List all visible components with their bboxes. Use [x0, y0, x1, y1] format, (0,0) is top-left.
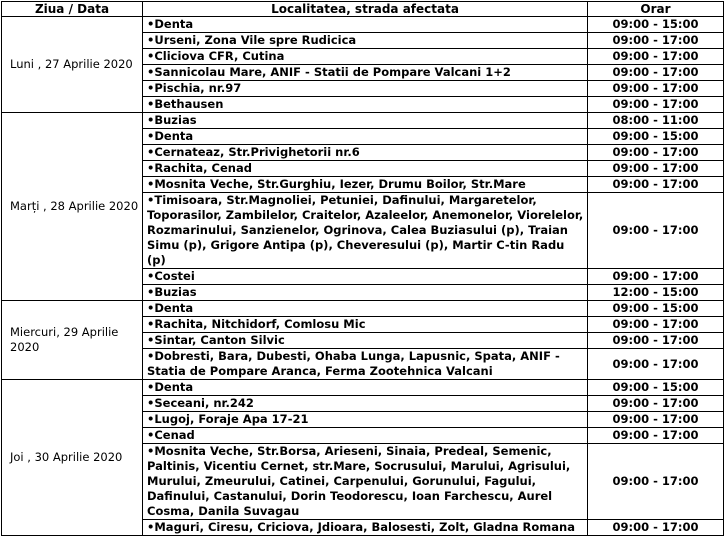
- location-cell: [143, 444, 588, 520]
- location-text: Bethausen: [154, 97, 224, 111]
- location-cell: [143, 349, 588, 380]
- location-text: Dobresti, Bara, Dubesti, Ohaba Lunga, Lapusnic, Spata, ANIF - Statia de Pompare Aranca, Ferma Zootehnica Valcani: [147, 349, 560, 378]
- location-text: Mosnita Veche, Str.Gurghiu, Iezer, Drumu Boilor, Str.Mare: [154, 177, 526, 191]
- location-cell: [143, 285, 588, 301]
- location-cell: [143, 396, 588, 412]
- location-text: Costei: [154, 269, 195, 283]
- location-text: Seceani, nr.242: [154, 396, 254, 410]
- location-text: Buzias: [154, 113, 197, 127]
- time-cell: 09:00 - 17:00: [588, 428, 724, 444]
- location-text: Denta: [154, 301, 194, 315]
- location-cell: [143, 145, 588, 161]
- location-cell: [143, 129, 588, 145]
- day-date-cell: Joi , 30 Aprilie 2020: [2, 380, 143, 536]
- location-text: Denta: [154, 380, 194, 394]
- location-cell: [143, 333, 588, 349]
- location-cell: [143, 49, 588, 65]
- time-cell: 08:00 - 11:00: [588, 113, 724, 129]
- time-cell: 09:00 - 15:00: [588, 301, 724, 317]
- time-cell: 09:00 - 17:00: [588, 81, 724, 97]
- time-cell: 09:00 - 17:00: [588, 177, 724, 193]
- location-text: Sintar, Canton Silvic: [154, 333, 285, 347]
- location-text: Lugoj, Foraje Apa 17-21: [154, 412, 309, 426]
- time-cell: 09:00 - 17:00: [588, 444, 724, 520]
- header-day: Ziua / Data: [2, 2, 143, 17]
- table-row: [2, 301, 724, 317]
- location-cell: [143, 301, 588, 317]
- time-cell: 09:00 - 17:00: [588, 317, 724, 333]
- location-cell: [143, 161, 588, 177]
- time-cell: 09:00 - 17:00: [588, 349, 724, 380]
- header-schedule: Orar: [588, 2, 724, 17]
- location-cell: [143, 65, 588, 81]
- table-row: [2, 113, 724, 129]
- time-cell: 09:00 - 17:00: [588, 49, 724, 65]
- table-row: [2, 17, 724, 33]
- time-cell: 09:00 - 17:00: [588, 65, 724, 81]
- time-cell: 09:00 - 15:00: [588, 380, 724, 396]
- location-cell: [143, 380, 588, 396]
- location-text: Rachita, Cenad: [154, 161, 252, 175]
- location-text: Maguri, Ciresu, Criciova, Jdioara, Balosesti, Zolt, Gladna Romana: [154, 520, 575, 534]
- location-text: Sannicolau Mare, ANIF - Statii de Pompare Valcani 1+2: [154, 65, 511, 79]
- time-cell: 09:00 - 17:00: [588, 145, 724, 161]
- time-cell: 09:00 - 17:00: [588, 97, 724, 113]
- location-cell: [143, 113, 588, 129]
- location-text: Rachita, Nitchidorf, Comlosu Mic: [154, 317, 366, 331]
- day-date-cell: Marți , 28 Aprilie 2020: [2, 113, 143, 301]
- location-cell: [143, 97, 588, 113]
- location-text: Pischia, nr.97: [154, 81, 242, 95]
- time-cell: 09:00 - 17:00: [588, 33, 724, 49]
- time-cell: 09:00 - 17:00: [588, 520, 724, 536]
- location-text: Buzias: [154, 285, 197, 299]
- location-cell: [143, 412, 588, 428]
- location-text: Timisoara, Str.Magnoliei, Petuniei, Dafinului, Margaretelor, Toporasilor, Zambilelor, Craitelor, Azaleelor, Anemonelor, Viorelelor, Rozmarinului, Sanzienelor, Ogrinova, Calea Buziasului (p), Traian Simu (p), Grigore Antipa (p), Cheveresului (p), Martir C-tin Radu (p): [147, 193, 584, 267]
- time-cell: 12:00 - 15:00: [588, 285, 724, 301]
- day-date-cell: Luni , 27 Aprilie 2020: [2, 17, 143, 113]
- time-cell: 09:00 - 17:00: [588, 161, 724, 177]
- location-cell: [143, 81, 588, 97]
- location-cell: [143, 33, 588, 49]
- time-cell: 09:00 - 17:00: [588, 412, 724, 428]
- location-text: Mosnita Veche, Str.Borsa, Arieseni, Sinaia, Predeal, Semenic, Paltinis, Vicentiu Cernet, str.Mare, Socrusului, Marului, Agrisului, Murului, Zmeurului, Catinei, Carpenului, Gorunului, Fagului, Dafinului, Castanului, Dorin Teodorescu, Ioan Farchescu, Aurel Cosma, Danila Suvagau: [147, 444, 571, 518]
- location-text: Urseni, Zona Vile spre Rudicica: [154, 33, 357, 47]
- location-cell: [143, 269, 588, 285]
- location-text: Cliciova CFR, Cutina: [154, 49, 285, 63]
- location-text: Denta: [154, 17, 194, 31]
- location-cell: [143, 317, 588, 333]
- time-cell: 09:00 - 17:00: [588, 193, 724, 269]
- location-cell: [143, 17, 588, 33]
- table-row: [2, 380, 724, 396]
- location-cell: [143, 520, 588, 536]
- time-cell: 09:00 - 17:00: [588, 269, 724, 285]
- time-cell: 09:00 - 15:00: [588, 17, 724, 33]
- time-cell: 09:00 - 17:00: [588, 396, 724, 412]
- time-cell: 09:00 - 15:00: [588, 129, 724, 145]
- header-location: Localitatea, strada afectata: [143, 2, 588, 17]
- time-cell: 09:00 - 17:00: [588, 333, 724, 349]
- location-text: Cenad: [154, 428, 195, 442]
- location-cell: [143, 177, 588, 193]
- location-cell: [143, 428, 588, 444]
- header-row: [2, 2, 724, 17]
- location-cell: [143, 193, 588, 269]
- schedule-table: [1, 1, 724, 536]
- location-text: Denta: [154, 129, 194, 143]
- day-date-cell: Miercuri, 29 Aprilie 2020: [2, 301, 143, 380]
- location-text: Cernateaz, Str.Privighetorii nr.6: [154, 145, 360, 159]
